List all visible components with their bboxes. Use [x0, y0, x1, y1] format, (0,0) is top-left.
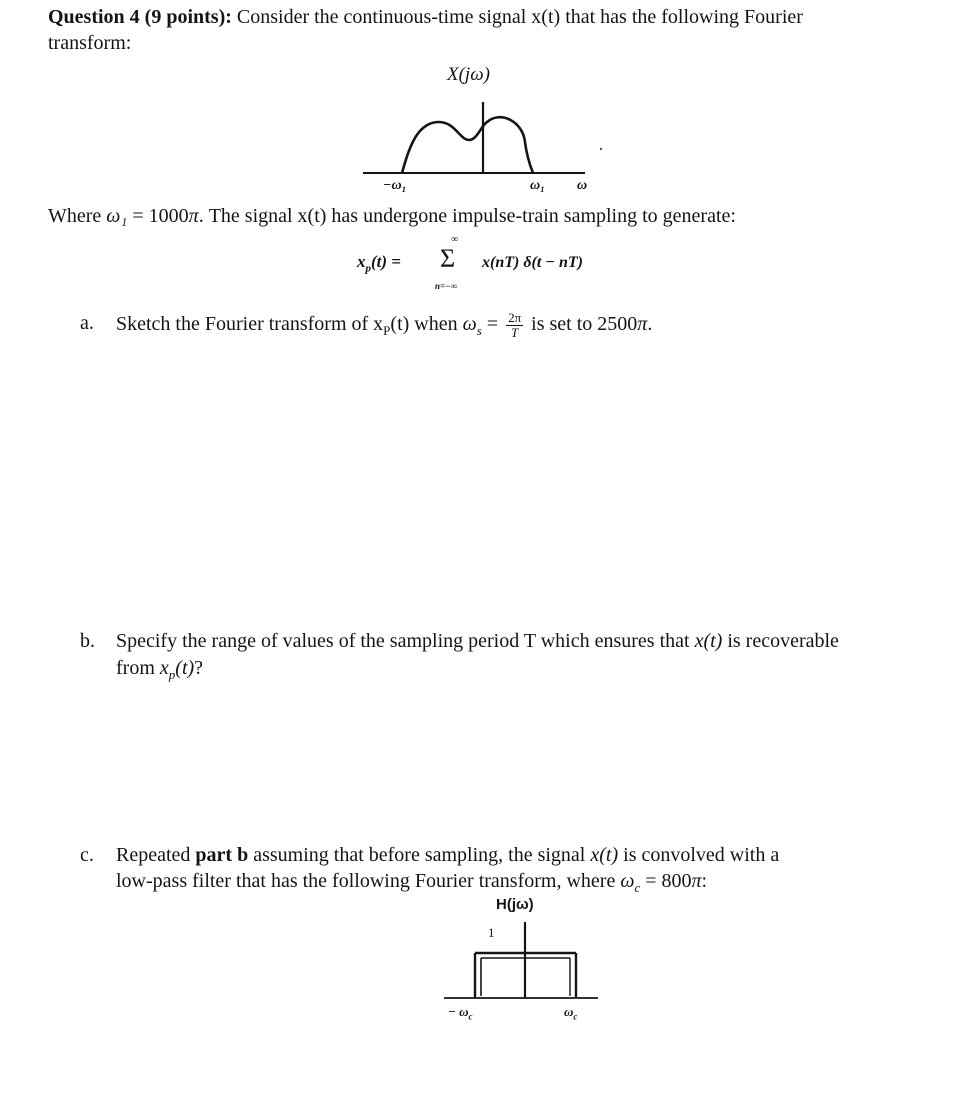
formula-lhs-sub: p	[365, 262, 371, 275]
part-b-label: b.	[80, 630, 95, 652]
formula-lhs-x: x	[357, 252, 366, 271]
formula-lhs-arg: (t) =	[371, 252, 401, 271]
part-c-pi: π	[691, 870, 702, 892]
where-line	[48, 204, 736, 228]
filter-tick-pos-sub: c	[573, 1011, 578, 1022]
part-a-fraction	[506, 311, 523, 340]
filter-height-label: 1	[488, 925, 495, 940]
part-a-sub: P	[383, 323, 391, 339]
where-eq: = 1000	[127, 205, 189, 227]
filter-tick-neg-text: − ω	[448, 1004, 469, 1019]
question-title: Question 4 (9 points):	[48, 6, 232, 28]
part-a-pi: π	[637, 313, 648, 336]
spectrum-figure	[355, 60, 615, 200]
formula-sum-bottom: n=−∞	[435, 281, 458, 291]
question-intro-cont: transform:	[48, 32, 132, 54]
filter-figure	[440, 892, 620, 1042]
part-c-text3: is convolved with a	[618, 844, 780, 866]
part-b-from: from	[116, 657, 160, 679]
fraction-denominator: T	[511, 325, 519, 340]
part-a-ws: ω	[462, 313, 477, 336]
formula-sum-top: ∞	[451, 234, 459, 245]
sigma-symbol: Σ	[440, 244, 456, 273]
spectrum-curve	[402, 117, 533, 173]
part-a-text2: (t) when	[390, 313, 463, 336]
tick-pos-w1: ω₁	[530, 178, 546, 193]
part-c-text2: assuming that before sampling, the signal	[248, 844, 591, 866]
part-b-xp-arg: (t)	[175, 657, 195, 679]
part-b-xp-sub: p	[168, 667, 176, 682]
where-prefix: Where	[48, 205, 107, 227]
sampling-formula	[357, 236, 657, 296]
where-rest: . The signal x(t) has undergone impulse-train sampling to generate:	[198, 205, 736, 227]
part-b-xt: x(t)	[694, 630, 723, 652]
formula-lhs	[357, 252, 401, 274]
tick-neg-w1: −ω₁	[383, 178, 407, 193]
part-a-text1: Sketch the Fourier transform of x	[116, 313, 384, 336]
fraction-numerator: 2π	[508, 310, 522, 325]
part-b-line2	[116, 656, 203, 687]
part-b-text1: Specify the range of values of the sampling period T which ensures that	[116, 630, 695, 652]
axis-label-omega: ω	[577, 178, 588, 193]
stray-dot	[600, 148, 602, 150]
part-c-text4: low-pass filter that has the following Fourier transform, where	[116, 870, 621, 892]
part-a-end: .	[647, 313, 653, 336]
part-b-line1	[116, 629, 839, 653]
part-c-label: c.	[80, 844, 94, 866]
part-c-line1	[116, 843, 779, 867]
part-a-ws-sub: s	[476, 323, 482, 339]
where-var: ω₁	[106, 205, 128, 227]
part-a-label: a.	[80, 312, 94, 334]
part-a-eq: =	[481, 313, 504, 336]
part-c-colon: :	[701, 870, 708, 892]
question-intro: Consider the continuous-time signal x(t) that has the following Fourier	[231, 6, 803, 28]
where-pi: π	[188, 205, 199, 227]
part-b-qmark: ?	[194, 657, 204, 679]
spectrum-ylabel: X(jω)	[447, 64, 490, 85]
filter-tick-neg-sub: c	[468, 1011, 473, 1022]
part-c-xt: x(t)	[590, 844, 619, 866]
part-a-text	[116, 311, 652, 343]
part-c-wc: ω	[620, 870, 635, 892]
part-c-bold: part b	[195, 844, 249, 866]
part-a-text3: is set to 2500	[526, 313, 638, 336]
filter-tick-pos	[564, 1004, 577, 1022]
formula-rhs: x(nT) δ(t − nT)	[482, 254, 583, 271]
filter-tick-neg	[448, 1004, 473, 1022]
part-c-wc-sub: c	[634, 880, 641, 895]
part-c-text1: Repeated	[116, 844, 196, 866]
part-c-eq: = 800	[640, 870, 692, 892]
filter-ylabel: H(jω)	[496, 896, 534, 913]
question-heading-line	[48, 5, 803, 29]
filter-tick-pos-text: ω	[564, 1004, 574, 1019]
part-b-xp: x	[159, 657, 169, 679]
part-b-text1-end: is recoverable	[722, 630, 839, 652]
